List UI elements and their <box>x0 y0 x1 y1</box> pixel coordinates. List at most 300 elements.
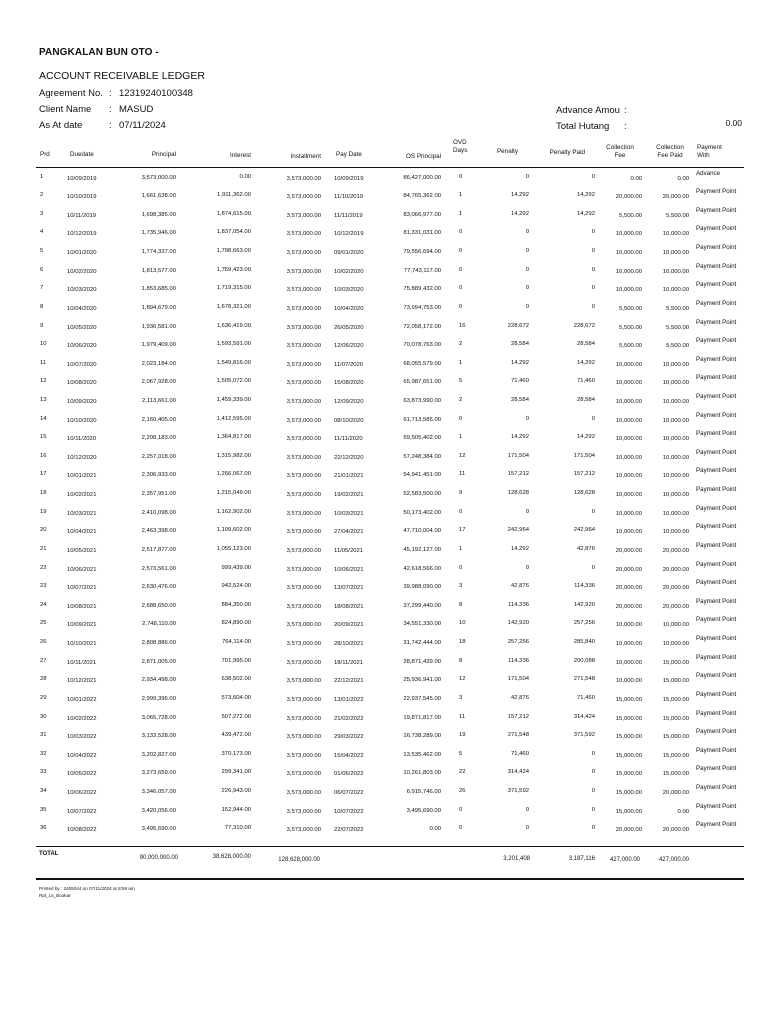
client-label: Client Name <box>39 104 92 115</box>
cell-principal: 3,420,056.00 <box>141 807 176 814</box>
cell-penalty: 42,876 <box>510 694 529 701</box>
cell-installment: 3,573,000.00 <box>286 398 321 405</box>
cell-principal: 1,979,409.00 <box>141 342 176 349</box>
cell-collection-fee-paid: 20,000.00 <box>662 603 689 610</box>
cell-duedate: 10/12/2021 <box>67 678 97 685</box>
cell-collection-fee: 10,000.00 <box>615 380 642 387</box>
cell-penalty-paid: 0 <box>591 508 595 515</box>
cell-penalty: 0 <box>525 508 529 515</box>
cell-collection-fee: 15,000.00 <box>615 734 642 741</box>
cell-penalty: 371,592 <box>507 788 529 794</box>
col-principal: Principal <box>151 151 176 158</box>
cell-penalty: 242,964 <box>507 527 529 534</box>
cell-os-principal: 25,936,941.00 <box>403 677 441 684</box>
cell-interest: 152,944.00 <box>221 806 251 813</box>
cell-penalty-paid: 371,592 <box>573 732 595 739</box>
cell-paydate: 11/11/2019 <box>334 212 363 219</box>
cell-installment: 3,573,000.00 <box>286 361 321 368</box>
cell-installment: 3,573,000.00 <box>286 622 321 629</box>
cell-installment: 3,573,000.00 <box>286 827 321 834</box>
cell-interest: 1,759,423.00 <box>216 266 251 273</box>
cell-principal: 2,463,398.00 <box>141 528 176 535</box>
cell-duedate: 10/03/2020 <box>67 287 97 294</box>
cell-ovd-days: 12 <box>459 452 466 459</box>
cell-installment: 3,573,000.00 <box>286 678 321 685</box>
cell-duedate: 10/01/2021 <box>67 473 97 480</box>
cell-interest: 573,604.00 <box>221 694 251 701</box>
cell-penalty: 0 <box>525 415 529 422</box>
cell-os-principal: 77,743,117.00 <box>403 267 441 274</box>
cell-payment-with: Payment Point <box>696 672 737 680</box>
cell-payment-with: Payment Point <box>696 281 737 289</box>
col-paydate: Pay Date <box>336 151 362 158</box>
cell-installment: 3,573,000.00 <box>286 734 321 741</box>
cell-duedate: 10/10/2019 <box>67 194 97 201</box>
cell-interest: 1,109,602.00 <box>216 527 251 534</box>
cell-penalty-paid: 71,460 <box>576 694 595 701</box>
cell-paydate: 29/03/2022 <box>334 734 364 741</box>
cell-collection-fee-paid: 5,500.00 <box>666 212 689 219</box>
total-penalty: 3,201,408 <box>503 856 530 862</box>
cell-penalty-paid: 14,292 <box>576 434 595 441</box>
cell-installment: 3,573,000.00 <box>286 510 321 517</box>
cell-ovd-days: 12 <box>459 676 466 683</box>
cell-paydate: 18/11/2021 <box>334 659 364 666</box>
cell-ovd-days: 0 <box>459 806 463 813</box>
cell-paydate: 11/05/2021 <box>334 547 364 554</box>
cell-principal: 1,936,581.00 <box>141 323 176 330</box>
cell-duedate: 10/07/2021 <box>67 585 97 592</box>
cell-paydate: 22/12/2021 <box>334 678 364 685</box>
cell-payment-with: Payment Point <box>696 337 737 345</box>
cell-ovd-days: 0 <box>459 229 463 236</box>
cell-collection-fee: 5,500.00 <box>619 343 642 350</box>
cell-payment-with: Payment Point <box>696 690 737 698</box>
cell-os-principal: 19,871,817.00 <box>403 714 441 721</box>
cell-collection-fee: 15,000.00 <box>615 808 642 815</box>
cell-penalty-paid: 0 <box>591 229 595 236</box>
cell-interest: 1,266,067.00 <box>216 471 251 478</box>
cell-os-principal: 39,988,090.00 <box>403 584 441 591</box>
cell-paydate: 19/02/2021 <box>334 492 364 498</box>
cell-duedate: 10/11/2020 <box>67 436 97 443</box>
cell-prd: 9 <box>40 322 44 329</box>
cell-interest: 1,215,049.00 <box>216 490 251 496</box>
cell-payment-with: Payment Point <box>696 244 737 251</box>
cell-penalty: 0 <box>525 285 529 292</box>
cell-collection-fee-paid: 15,000.00 <box>662 734 689 741</box>
cell-collection-fee-paid: 5,500.00 <box>666 324 689 331</box>
cell-penalty: 271,548 <box>507 732 529 739</box>
cell-penalty-paid: 28,584 <box>576 341 595 348</box>
cell-prd: 24 <box>40 601 47 608</box>
cell-penalty: 14,292 <box>510 210 529 217</box>
cell-collection-fee: 5,500.00 <box>619 305 642 312</box>
cell-os-principal: 70,078,763.00 <box>403 342 441 349</box>
cell-payment-with: Payment Point <box>696 467 737 475</box>
cell-duedate: 10/07/2020 <box>67 361 97 368</box>
cell-interest: 439,472.00 <box>221 732 251 739</box>
cell-payment-with: Payment Point <box>696 188 737 196</box>
cell-prd: 21 <box>40 545 47 552</box>
cell-installment: 3,573,000.00 <box>286 715 321 722</box>
cell-os-principal: 75,889,432.00 <box>403 286 441 293</box>
cell-os-principal: 10,261,803.00 <box>403 770 441 777</box>
cell-os-principal: 50,173,402.00 <box>403 509 441 516</box>
cell-collection-fee-paid: 15,000.00 <box>662 696 689 703</box>
cell-paydate: 27/04/2021 <box>334 529 364 536</box>
cell-penalty-paid: 0 <box>591 806 595 813</box>
cell-interest: 824,890.00 <box>221 620 251 627</box>
cell-collection-fee-paid: 15,000.00 <box>662 752 689 759</box>
cell-penalty-paid: 157,212 <box>573 471 595 478</box>
cell-interest: 1,837,054.00 <box>216 229 251 236</box>
cell-prd: 3 <box>40 210 44 217</box>
cell-os-principal: 34,551,330.00 <box>403 621 441 628</box>
company-name: PANGKALAN BUN OTO - <box>39 47 159 58</box>
col-penalty: Penalty <box>496 148 518 155</box>
cell-penalty: 157,212 <box>507 713 529 720</box>
cell-prd: 5 <box>40 248 44 254</box>
cell-os-principal: 54,941,451.00 <box>403 472 441 479</box>
cell-installment: 3,573,000.00 <box>286 343 321 350</box>
cell-interest: 0.00 <box>239 173 251 180</box>
cell-duedate: 10/10/2020 <box>67 417 97 424</box>
cell-penalty: 171,504 <box>507 452 529 459</box>
cell-penalty: 14,292 <box>510 192 529 199</box>
cell-duedate: 10/12/2020 <box>67 454 97 461</box>
cell-installment: 3,573,000.00 <box>286 417 321 424</box>
cell-duedate: 10/01/2022 <box>67 696 97 703</box>
cell-os-principal: 61,713,585.00 <box>403 416 441 423</box>
cell-ovd-days: 0 <box>459 266 463 273</box>
cell-installment: 3,573,000.00 <box>286 473 321 480</box>
cell-payment-with: Payment Point <box>696 709 737 717</box>
col-installment: Installment <box>290 153 321 160</box>
cell-os-principal: 83,066,977.00 <box>403 211 441 218</box>
cell-penalty: 0 <box>525 825 529 832</box>
cell-principal: 2,573,561.00 <box>141 565 176 572</box>
cell-payment-with: Advance <box>696 169 721 177</box>
cell-collection-fee: 10,000.00 <box>615 510 642 517</box>
cell-interest: 1,874,615.00 <box>216 210 251 217</box>
cell-paydate: 06/07/2022 <box>334 790 364 796</box>
cell-interest: 764,114.00 <box>221 639 251 645</box>
cell-collection-fee-paid: 10,000.00 <box>662 436 689 443</box>
cell-duedate: 10/09/2019 <box>67 175 97 182</box>
col-ovd-days: OVD Days <box>453 139 468 154</box>
cell-os-principal: 73,994,753.00 <box>403 304 441 311</box>
cell-paydate: 08/10/2020 <box>334 417 364 424</box>
report-title: ACCOUNT RECEIVABLE LEDGER <box>39 70 205 82</box>
cell-interest: 1,315,982.00 <box>216 452 251 459</box>
cell-principal: 2,999,396.00 <box>141 695 176 702</box>
cell-ovd-days: 0 <box>459 173 463 180</box>
cell-installment: 3,573,000.00 <box>286 454 321 461</box>
cell-collection-fee: 10,000.00 <box>615 231 642 238</box>
cell-duedate: 10/06/2022 <box>67 790 97 796</box>
col-duedate: Duedate <box>70 151 94 158</box>
cell-principal: 2,306,933.00 <box>141 472 176 479</box>
cell-penalty-paid: 200,088 <box>573 657 595 664</box>
cell-os-principal: 22,937,545.00 <box>403 695 441 702</box>
cell-ovd-days: 17 <box>459 527 466 534</box>
cell-duedate: 10/05/2022 <box>67 771 97 778</box>
cell-principal: 2,748,110.00 <box>142 621 176 628</box>
cell-payment-with: Payment Point <box>696 784 737 791</box>
total-collection-fee: 427,000.00 <box>609 857 640 863</box>
cell-installment: 3,573,000.00 <box>286 808 321 815</box>
cell-paydate: 10/09/2019 <box>334 175 364 182</box>
cell-paydate: 10/12/2019 <box>334 231 364 238</box>
cell-ovd-days: 0 <box>459 285 463 292</box>
cell-payment-with: Payment Point <box>696 541 737 549</box>
cell-ovd-days: 10 <box>459 620 466 627</box>
cell-prd: 27 <box>40 657 47 664</box>
total-principal: 90,000,000.00 <box>139 855 178 861</box>
cell-principal: 2,630,476.00 <box>141 584 176 591</box>
cell-paydate: 11/07/2020 <box>334 361 364 368</box>
cell-collection-fee-paid: 20,000.00 <box>662 585 689 592</box>
cell-interest: 1,636,419.00 <box>216 322 251 329</box>
cell-paydate: 10/03/2020 <box>334 287 364 294</box>
cell-collection-fee: 10,000.00 <box>615 529 642 536</box>
cell-installment: 3,573,000.00 <box>286 603 321 610</box>
cell-duedate: 10/10/2021 <box>67 641 97 647</box>
cell-collection-fee: 10,000.00 <box>615 473 642 480</box>
cell-payment-with: Payment Point <box>696 746 737 754</box>
cell-collection-fee-paid: 20,000.00 <box>662 827 689 834</box>
cell-duedate: 10/02/2021 <box>67 492 97 498</box>
cell-collection-fee: 20,000.00 <box>615 194 642 201</box>
cell-principal: 1,894,679.00 <box>141 304 176 311</box>
cell-penalty-paid: 171,504 <box>573 452 595 459</box>
cell-duedate: 10/09/2020 <box>67 398 97 405</box>
cell-penalty-paid: 0 <box>591 266 595 273</box>
cell-penalty-paid: 42,876 <box>576 545 595 552</box>
cell-os-principal: 72,058,172.00 <box>403 323 441 330</box>
asat-label: As At date <box>39 120 83 131</box>
cell-collection-fee: 20,000.00 <box>615 566 642 573</box>
cell-penalty: 171,504 <box>507 676 529 683</box>
cell-collection-fee: 20,000.00 <box>615 585 642 592</box>
cell-payment-with: Payment Point <box>696 225 737 233</box>
cell-interest: 507,272.00 <box>221 713 251 720</box>
cell-interest: 1,549,816.00 <box>216 359 251 366</box>
cell-collection-fee-paid: 10,000.00 <box>662 641 689 647</box>
cell-interest: 1,798,663.00 <box>216 248 251 254</box>
cell-duedate: 10/11/2021 <box>67 659 97 666</box>
cell-installment: 3,573,000.00 <box>286 529 321 536</box>
cell-collection-fee: 10,000.00 <box>615 287 642 294</box>
cell-ovd-days: 1 <box>459 434 463 441</box>
cell-penalty: 114,336 <box>508 601 529 608</box>
cell-installment: 3,573,000.00 <box>286 641 321 647</box>
cell-os-principal: 79,556,694.00 <box>403 249 441 255</box>
cell-principal: 2,357,951.00 <box>141 491 176 497</box>
cell-collection-fee: 10,000.00 <box>615 398 642 405</box>
cell-os-principal: 57,248,384.00 <box>403 453 441 460</box>
cell-duedate: 10/08/2020 <box>67 380 97 387</box>
cell-collection-fee: 10,000.00 <box>615 454 642 461</box>
cell-ovd-days: 26 <box>459 788 466 794</box>
cell-collection-fee-paid: 10,000.00 <box>662 454 689 461</box>
cell-prd: 25 <box>40 620 47 627</box>
cell-installment: 3,573,000.00 <box>286 752 321 759</box>
cell-prd: 16 <box>40 452 47 459</box>
cell-ovd-days: 5 <box>459 750 463 757</box>
cell-penalty: 142,920 <box>507 620 529 627</box>
cell-installment: 3,573,000.00 <box>286 212 321 219</box>
cell-os-principal: 16,738,289.00 <box>403 733 441 740</box>
cell-prd: 33 <box>40 769 47 776</box>
cell-prd: 36 <box>40 825 47 832</box>
cell-penalty-paid: 228,672 <box>573 322 595 329</box>
cell-penalty-paid: 285,840 <box>573 639 595 645</box>
cell-collection-fee: 10,000.00 <box>615 678 642 685</box>
cell-principal: 1,661,638.00 <box>141 193 176 200</box>
cell-interest: 1,719,315.00 <box>216 285 251 292</box>
cell-collection-fee: 20,000.00 <box>615 547 642 554</box>
cell-principal: 3,346,057.00 <box>141 789 176 795</box>
cell-paydate: 21/02/2022 <box>334 715 364 722</box>
cell-duedate: 10/08/2022 <box>67 827 97 834</box>
cell-collection-fee-paid: 0.00 <box>677 175 689 182</box>
cell-principal: 2,871,005.00 <box>141 658 176 665</box>
cell-collection-fee-paid: 5,500.00 <box>666 305 689 312</box>
cell-principal: 3,133,528.00 <box>141 733 176 740</box>
cell-payment-with: Payment Point <box>696 262 737 270</box>
cell-paydate: 10/06/2021 <box>334 566 364 573</box>
cell-penalty-paid: 271,548 <box>573 676 595 683</box>
cell-os-principal: 3,495,690.00 <box>406 807 441 814</box>
cell-penalty: 0 <box>525 266 529 273</box>
cell-duedate: 10/12/2019 <box>67 231 97 238</box>
cell-ovd-days: 0 <box>459 303 463 310</box>
cell-collection-fee-paid: 10,000.00 <box>662 361 689 368</box>
cell-paydate: 13/07/2021 <box>334 585 364 592</box>
cell-paydate: 10/07/2022 <box>334 808 364 815</box>
cell-penalty-paid: 142,920 <box>573 601 595 608</box>
cell-duedate: 10/01/2020 <box>67 250 97 256</box>
cell-duedate: 10/03/2021 <box>67 510 97 517</box>
cell-prd: 32 <box>40 750 47 757</box>
col-collection-fee-paid: Collection Fee Paid <box>656 144 684 159</box>
cell-penalty-paid: 14,292 <box>576 192 595 199</box>
cell-ovd-days: 0 <box>459 415 463 422</box>
cell-prd: 34 <box>40 788 47 794</box>
cell-prd: 15 <box>40 434 47 441</box>
cell-penalty: 157,212 <box>507 471 529 478</box>
cell-interest: 884,350.00 <box>221 601 251 608</box>
cell-penalty: 14,292 <box>510 434 529 441</box>
cell-principal: 1,735,946.00 <box>141 230 176 237</box>
cell-ovd-days: 0 <box>459 508 463 515</box>
cell-payment-with: Payment Point <box>696 653 737 661</box>
cell-penalty-paid: 257,256 <box>573 620 595 627</box>
cell-paydate: 12/09/2020 <box>334 398 364 405</box>
cell-duedate: 10/08/2021 <box>67 603 97 610</box>
cell-os-principal: 68,055,579.00 <box>403 360 441 367</box>
cell-penalty: 257,256 <box>507 639 529 645</box>
cell-penalty-paid: 0 <box>591 825 595 832</box>
cell-payment-with: Payment Point <box>696 486 737 493</box>
cell-os-principal: 45,192,127.00 <box>403 546 441 553</box>
cell-collection-fee-paid: 5,500.00 <box>666 343 689 350</box>
cell-paydate: 21/01/2021 <box>334 473 364 480</box>
cell-penalty-paid: 0 <box>591 564 595 571</box>
cell-collection-fee-paid: 10,000.00 <box>662 492 689 498</box>
cell-prd: 12 <box>40 378 47 385</box>
cell-collection-fee-paid: 10,000.00 <box>662 398 689 405</box>
cell-duedate: 10/04/2022 <box>67 752 97 759</box>
cell-interest: 999,439.00 <box>221 564 251 571</box>
col-interest: Interest <box>230 152 251 159</box>
cell-collection-fee: 10,000.00 <box>615 361 642 368</box>
cell-collection-fee: 5,500.00 <box>619 324 642 331</box>
cell-os-principal: 31,742,444.00 <box>403 640 441 646</box>
cell-prd: 2 <box>40 192 44 199</box>
cell-penalty-paid: 114,336 <box>574 583 595 590</box>
cell-installment: 3,573,000.00 <box>286 380 321 387</box>
cell-payment-with: Payment Point <box>696 504 737 512</box>
cell-duedate: 10/05/2020 <box>67 324 97 331</box>
cell-os-principal: 13,535,462.00 <box>403 751 441 758</box>
cell-interest: 370,173.00 <box>221 750 251 757</box>
cell-collection-fee: 10,000.00 <box>615 250 642 256</box>
cell-collection-fee-paid: 15,000.00 <box>662 678 689 685</box>
cell-penalty: 0 <box>525 564 529 571</box>
cell-ovd-days: 2 <box>459 396 463 403</box>
cell-ovd-days: 8 <box>459 601 463 608</box>
cell-prd: 17 <box>40 471 47 478</box>
client-colon: : <box>109 104 112 115</box>
cell-collection-fee-paid: 10,000.00 <box>662 268 689 275</box>
cell-ovd-days: 11 <box>459 471 466 478</box>
cell-os-principal: 37,299,440.00 <box>403 602 441 609</box>
cell-prd: 26 <box>40 639 47 645</box>
col-collection-fee: Collection Fee <box>606 144 634 159</box>
cell-os-principal: 52,583,500.00 <box>403 491 441 497</box>
cell-penalty-paid: 0 <box>591 173 595 180</box>
cell-collection-fee-paid: 20,000.00 <box>662 194 689 201</box>
cell-ovd-days: 22 <box>459 769 466 776</box>
cell-os-principal: 65,987,651.00 <box>403 379 441 386</box>
cell-ovd-days: 3 <box>459 694 463 701</box>
asat-value: 07/11/2024 <box>119 120 166 131</box>
cell-penalty: 71,460 <box>510 750 529 757</box>
agreement-label: Agreement No. <box>39 88 103 99</box>
cell-principal: 1,813,577.00 <box>141 267 176 274</box>
cell-ovd-days: 0 <box>459 248 463 254</box>
cell-principal: 3,273,659.00 <box>141 770 176 777</box>
cell-collection-fee-paid: 10,000.00 <box>662 250 689 256</box>
cell-penalty: 0 <box>525 248 529 254</box>
cell-paydate: 10/04/2020 <box>334 305 364 312</box>
cell-ovd-days: 11 <box>459 713 466 720</box>
cell-interest: 638,502.00 <box>221 676 251 683</box>
hutang-colon: : <box>624 121 627 132</box>
cell-collection-fee-paid: 15,000.00 <box>662 771 689 778</box>
cell-duedate: 10/09/2021 <box>67 622 97 629</box>
cell-installment: 3,573,000.00 <box>286 305 321 312</box>
cell-prd: 7 <box>40 285 44 292</box>
cell-prd: 29 <box>40 694 47 701</box>
cell-installment: 3,573,000.00 <box>286 175 321 182</box>
cell-duedate: 10/02/2022 <box>67 715 97 722</box>
cell-penalty: 128,628 <box>507 490 529 496</box>
cell-installment: 3,573,000.00 <box>286 566 321 573</box>
